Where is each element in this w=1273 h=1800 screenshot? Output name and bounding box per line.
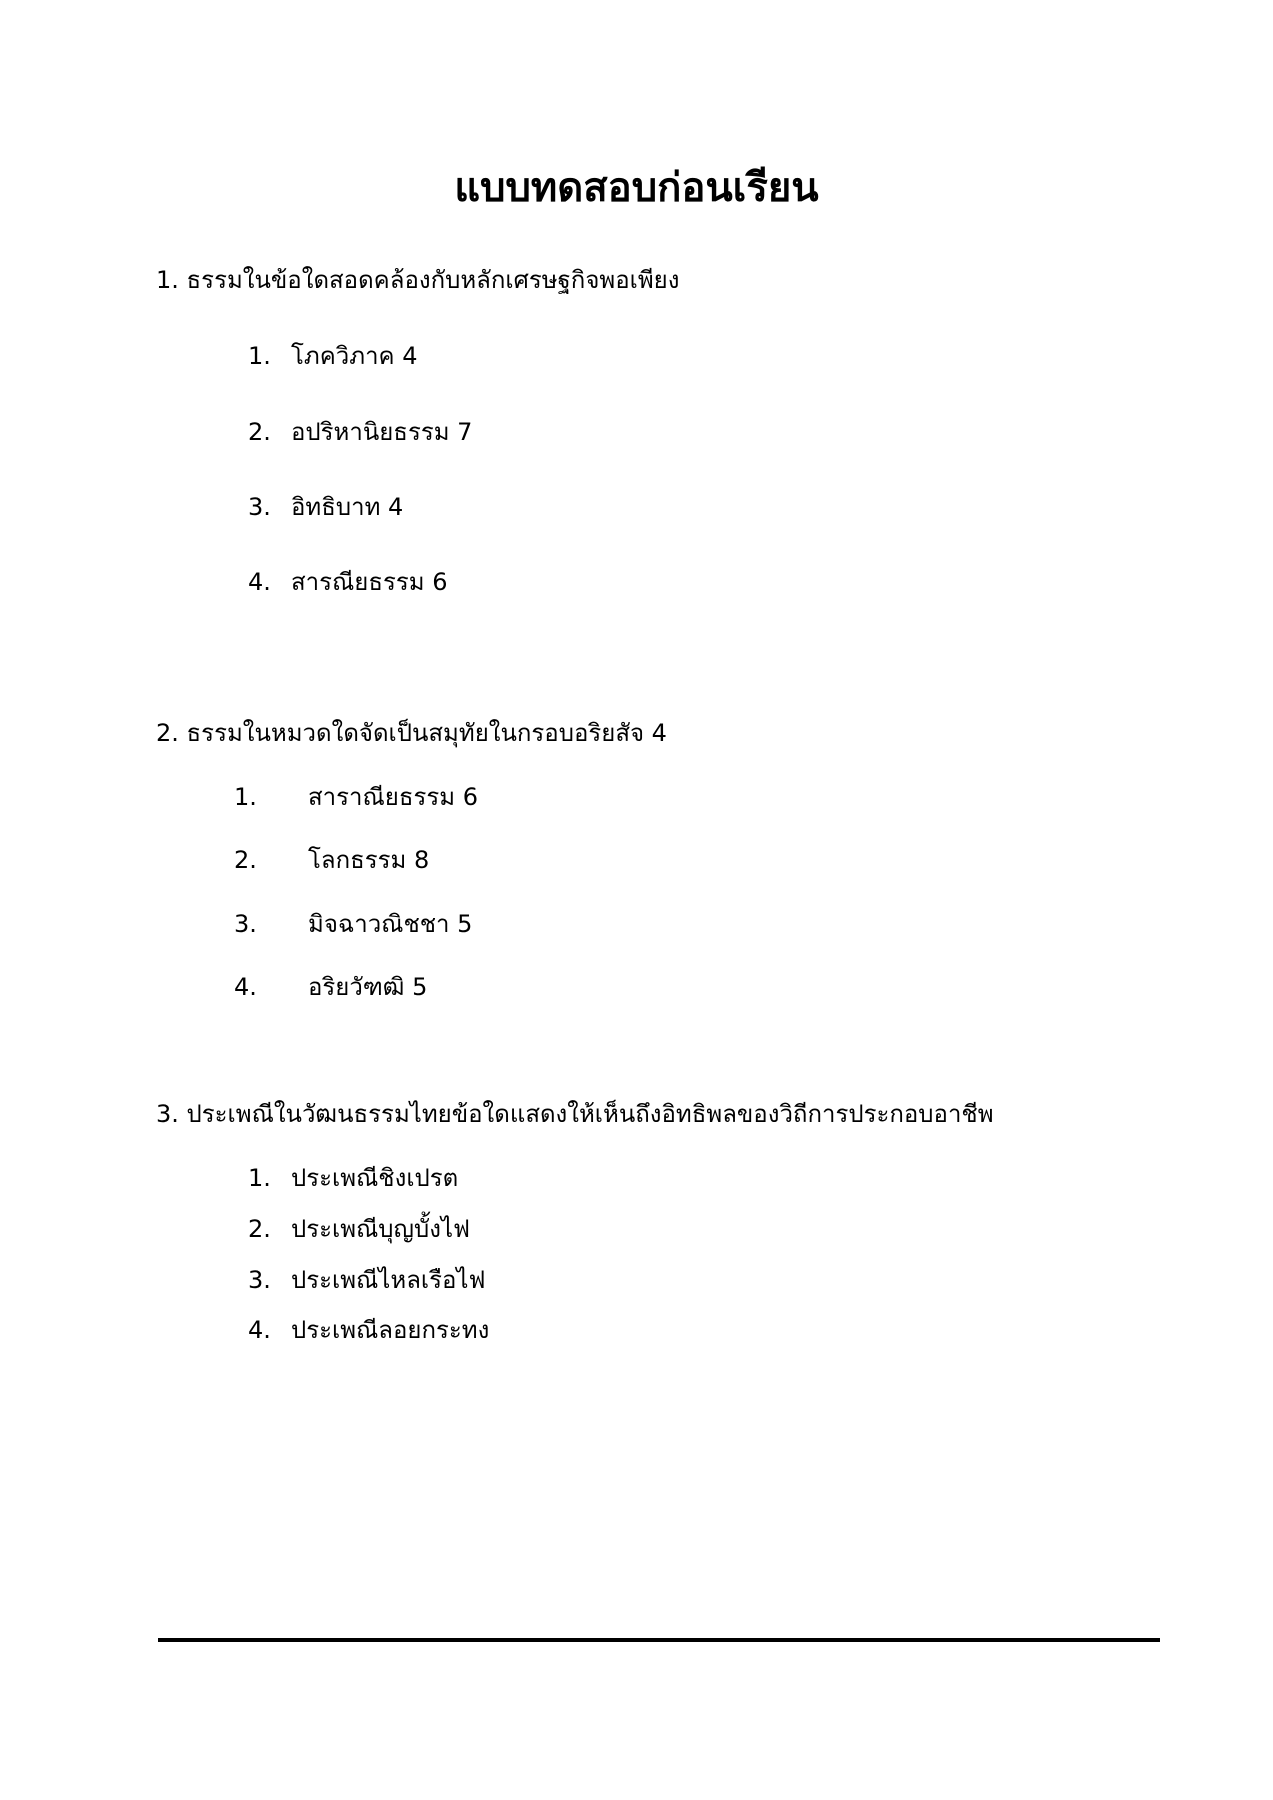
q3-option-3: ประเพณีไหลเรือไฟ — [291, 1266, 486, 1294]
q1-option-1-number: 1. — [248, 342, 271, 370]
q3-option-2-number: 2. — [248, 1215, 271, 1243]
q2-option-2-number: 2. — [234, 846, 257, 874]
q1-option-4: สารณียธรรม 6 — [291, 568, 448, 596]
q2-option-4: อริยวัฑฒิ 5 — [308, 973, 428, 1001]
q3-option-4: ประเพณีลอยกระทง — [291, 1316, 490, 1344]
q1-option-3-number: 3. — [248, 493, 271, 521]
q3-option-4-number: 4. — [248, 1316, 271, 1344]
q1-option-2: อปริหานิยธรรม 7 — [291, 418, 473, 446]
q3-option-1-number: 1. — [248, 1164, 271, 1192]
q2-option-2: โลกธรรม 8 — [308, 846, 430, 874]
q2-option-1-number: 1. — [234, 783, 257, 811]
q2-option-3: มิจฉาวณิชชา 5 — [308, 910, 473, 938]
page-title: แบบทดสอบก่อนเรียน — [454, 165, 819, 211]
q3-option-3-number: 3. — [248, 1266, 271, 1294]
q1-option-3: อิทธิบาท 4 — [291, 493, 404, 521]
q2-option-1: สาราณียธรรม 6 — [308, 783, 478, 811]
q2-option-4-number: 4. — [234, 973, 257, 1001]
bottom-divider — [158, 1638, 1160, 1642]
q2-option-3-number: 3. — [234, 910, 257, 938]
q3-option-1: ประเพณีชิงเปรต — [291, 1164, 459, 1192]
question-3: 3. ประเพณีในวัฒนธรรมไทยข้อใดแสดงให้เห็นถึงอิทธิพลของวิถีการประกอบอาชีพ — [156, 1100, 994, 1128]
q1-option-2-number: 2. — [248, 418, 271, 446]
q1-option-4-number: 4. — [248, 568, 271, 596]
question-1: 1. ธรรมในข้อใดสอดคล้องกับหลักเศรษฐกิจพอเพียง — [156, 266, 680, 294]
q3-option-2: ประเพณีบุญบั้งไฟ — [291, 1215, 471, 1243]
q1-option-1: โภควิภาค 4 — [291, 342, 418, 370]
question-2: 2. ธรรมในหมวดใดจัดเป็นสมุทัยในกรอบอริยสัจ 4 — [156, 719, 667, 747]
